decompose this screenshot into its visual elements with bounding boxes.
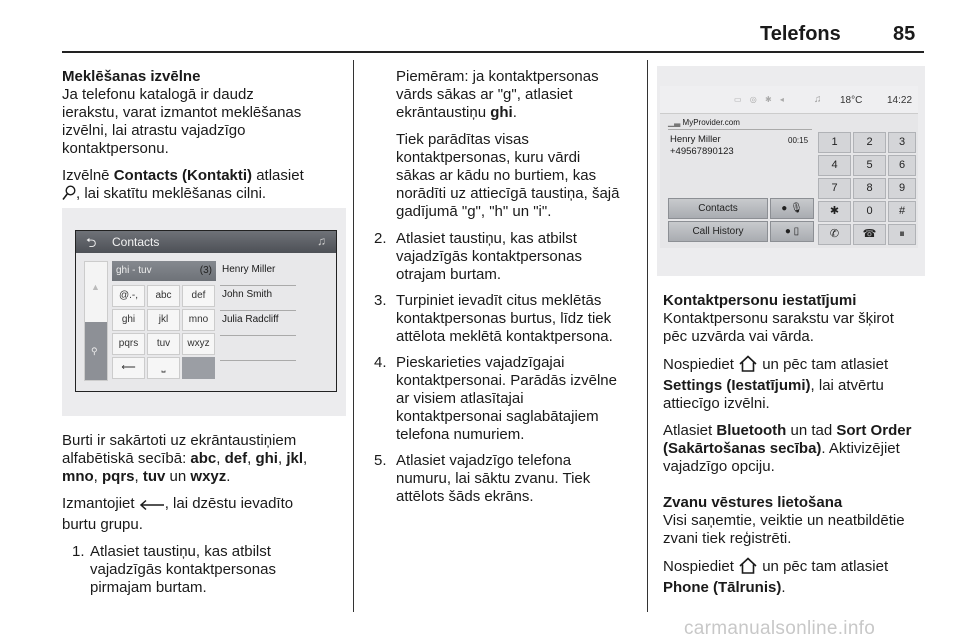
active-call-screenshot bbox=[660, 86, 918, 248]
phone-device-icon: ▯ bbox=[793, 226, 800, 237]
search-tab bbox=[85, 322, 107, 380]
dial-key: 5 bbox=[853, 155, 886, 176]
dial-key: 7 bbox=[818, 178, 851, 199]
mic-off-icon: 🎙 bbox=[790, 203, 803, 214]
watermark: carmanualsonline.info bbox=[684, 618, 876, 639]
paragraph: Izvēlnē Contacts (Kontakti) atlasiet , lai skatītu meklēšanas cilni. bbox=[62, 167, 346, 206]
search-tab-strip bbox=[84, 261, 108, 381]
home-icon bbox=[738, 355, 758, 377]
key: wxyz bbox=[182, 333, 215, 355]
key: def bbox=[182, 285, 215, 307]
column-2 bbox=[368, 68, 646, 514]
paragraph: Kontaktpersonu sarakstu var šķirot pēc uzvārda vai vārda. bbox=[663, 310, 894, 345]
page-header-title: Telefons bbox=[760, 23, 841, 45]
search-field: ghi - tuv (3) bbox=[112, 261, 216, 281]
paragraph: Burti ir sakārtoti uz ekrāntaustiņiem alfabētiskā secībā: abc, def, ghi, jkl, mno, pqrs, tuv un wxyz. bbox=[62, 432, 308, 485]
contact-entry: Henry Miller bbox=[220, 261, 296, 286]
status-bar bbox=[660, 86, 918, 114]
paragraph: Izmantojiet , lai dzēstu ievadīto burtu grupu. bbox=[62, 495, 294, 533]
contacts-button: Contacts bbox=[668, 198, 768, 219]
provider-row: ▁▃ MyProvider.com bbox=[668, 118, 812, 130]
hang-up-icon: ☎ bbox=[853, 224, 886, 245]
key: tuv bbox=[147, 333, 180, 355]
key: abc bbox=[147, 285, 180, 307]
home-icon bbox=[738, 557, 758, 579]
phone-icon: ✆ bbox=[818, 224, 851, 245]
paragraph: Visi saņemtie, veiktie un neatbildētie zvani tiek reģistrēti. bbox=[663, 512, 905, 547]
signal-icon: ▁▃ bbox=[668, 118, 683, 127]
status-icons: ▭ ◎ ✱ ◂ bbox=[734, 95, 787, 104]
header-rule bbox=[62, 51, 924, 53]
contact-entry-empty bbox=[220, 336, 296, 361]
page-number: 85 bbox=[893, 23, 916, 45]
paragraph: Tiek parādītas visas kontaktpersonas, kuru vārdi sākas ar kādu no burtiem, kas norādīti uz attiecīgā taustiņa, šajā gadījumā "g", "h" un "i". bbox=[396, 131, 620, 220]
pause-icon: ⏸ bbox=[888, 224, 916, 245]
clock: 14:22 bbox=[887, 95, 913, 106]
caller-info bbox=[670, 134, 734, 158]
paragraph: Ja telefonu katalogā ir daudz ierakstu, varat izmantot meklēšanas izvēlni, lai atrastu vajadzīgo kontaktpersonu. bbox=[62, 86, 302, 157]
key: pqrs bbox=[112, 333, 145, 355]
mute-button: ● 🎙 bbox=[770, 198, 814, 219]
caller-number: +49567890123 bbox=[670, 146, 734, 157]
blank-key bbox=[182, 357, 215, 379]
column-3 bbox=[663, 292, 925, 606]
step-5: 5. Atlasiet vajadzīgo telefona numuru, lai sāktu zvanu. Tiek attēlots šāds ekrāns. bbox=[374, 452, 591, 505]
space-key: ⎵ bbox=[147, 357, 180, 379]
dial-key: 2 bbox=[853, 132, 886, 153]
contacts-tab-icon: ▲ bbox=[91, 282, 100, 292]
music-icon: ♫ bbox=[814, 94, 822, 105]
section-heading: Zvanu vēstures lietošana bbox=[663, 494, 843, 511]
step-4: 4. Pieskarieties vajadzīgajai kontaktpersonai. Parādās izvēlne ar visiem atlasītajai kontaktpersonai saglabātajiem telefona numuriem. bbox=[374, 354, 617, 443]
step-3: 3. Turpiniet ievadīt citus meklētās kontaktpersonas burtus, līdz tiek attēlota meklētā kontaktpersona. bbox=[374, 292, 613, 345]
key: mno bbox=[182, 309, 215, 331]
contacts-search-screenshot bbox=[75, 230, 337, 392]
paragraph: Nospiediet un pēc tam atlasiet Phone (Tālrunis). bbox=[663, 558, 889, 596]
screen-title: Contacts bbox=[112, 235, 160, 249]
call-duration: 00:15 bbox=[788, 136, 809, 145]
dial-key: 0 bbox=[853, 201, 886, 222]
dial-key: ✱ bbox=[818, 201, 851, 222]
key: @.-, bbox=[112, 285, 145, 307]
dial-key: 4 bbox=[818, 155, 851, 176]
search-icon: ⚲ bbox=[91, 346, 98, 356]
caller-name: Henry Miller bbox=[670, 134, 721, 145]
handset-button: ● ▯ bbox=[770, 221, 814, 242]
dial-key: 1 bbox=[818, 132, 851, 153]
step-2: 2. Atlasiet taustiņu, kas atbilst vajadzīgās kontaktpersonas otrajam burtam. bbox=[374, 230, 582, 283]
paragraph: Atlasiet Bluetooth un tad Sort Order (Sakārtošanas secība). Aktivizējiet vajadzīgo opciju. bbox=[663, 422, 912, 475]
temperature: 18°C bbox=[840, 95, 863, 106]
backspace-key: ⟵ bbox=[112, 357, 145, 379]
column-1 bbox=[62, 68, 346, 215]
backspace-arrow-icon bbox=[139, 498, 165, 516]
music-icon: ♫ bbox=[317, 234, 326, 248]
step-1: 1. Atlasiet taustiņu, kas atbilst vajadzīgās kontaktpersonas pirmajam burtam. bbox=[72, 543, 276, 596]
paragraph: Piemēram: ja kontaktpersonas vārds sākas ar "g", atlasiet ekrāntaustiņu ghi. bbox=[396, 68, 599, 121]
contact-entry: Julia Radcliff bbox=[220, 311, 296, 336]
dial-key: 6 bbox=[888, 155, 916, 176]
paragraph: Nospiediet un pēc tam atlasiet Settings (Iestatījumi), lai atvērtu attiecīgo izvēlni. bbox=[663, 356, 889, 412]
column-divider bbox=[353, 60, 354, 612]
section-heading: Kontaktpersonu iestatījumi bbox=[663, 292, 857, 309]
key: ghi bbox=[112, 309, 145, 331]
column-1-lower bbox=[62, 432, 346, 605]
dial-key: 3 bbox=[888, 132, 916, 153]
column-divider bbox=[647, 60, 648, 612]
dial-key: # bbox=[888, 201, 916, 222]
dial-key: 8 bbox=[853, 178, 886, 199]
dial-key: 9 bbox=[888, 178, 916, 199]
screen-title-bar bbox=[76, 231, 336, 253]
key: jkl bbox=[147, 309, 180, 331]
call-history-button: Call History bbox=[668, 221, 768, 242]
search-icon bbox=[62, 185, 76, 206]
back-arrow-icon: ⮌ bbox=[86, 235, 97, 250]
section-heading: Meklēšanas izvēlne bbox=[62, 68, 201, 85]
contact-entry: John Smith bbox=[220, 286, 296, 311]
